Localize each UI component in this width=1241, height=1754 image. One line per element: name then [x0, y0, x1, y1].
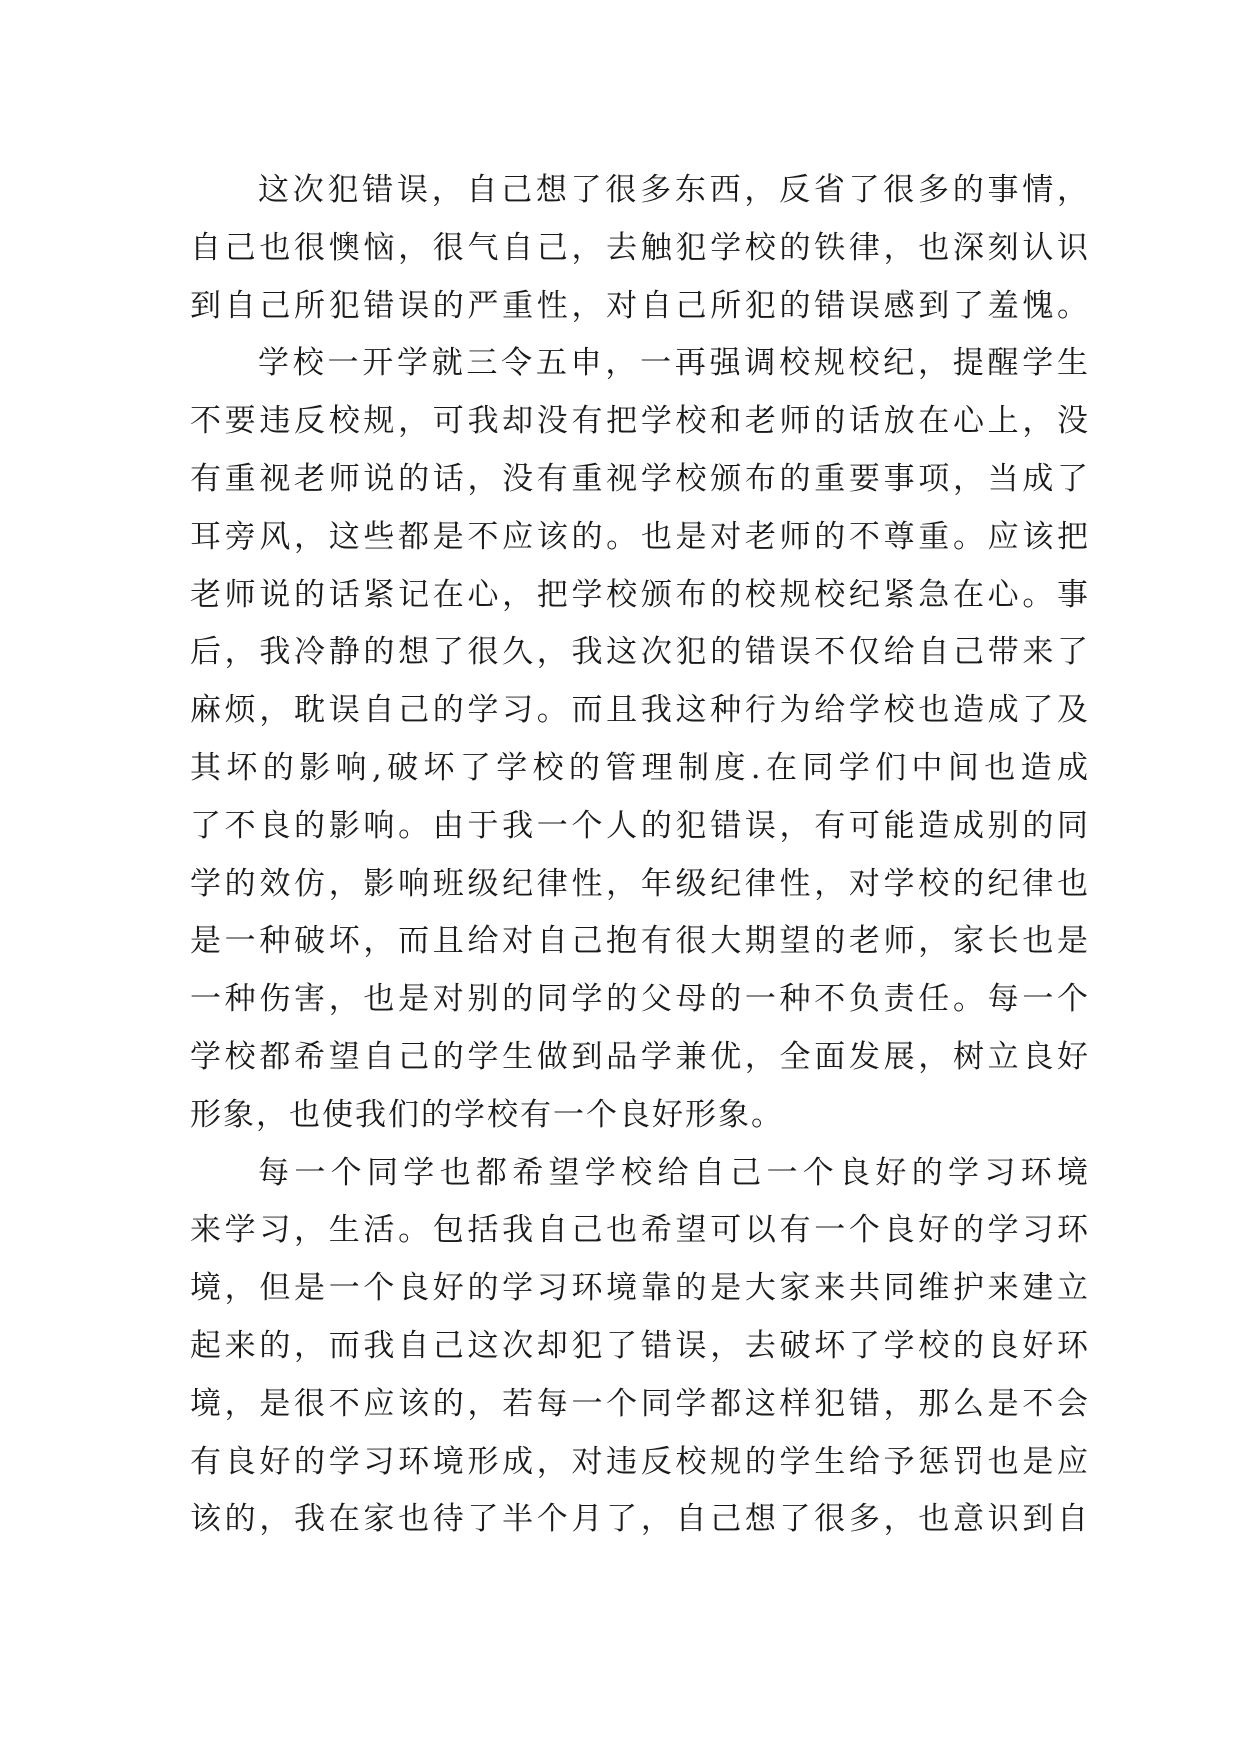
- paragraph-2-line-7: 麻烦，耽误自己的学习。而且我这种行为给学校也造成了及: [190, 692, 1090, 729]
- paragraph-2-line-5: 老师说的话紧记在心，把学校颁布的校规校纪紧急在心。事: [190, 576, 1090, 613]
- paragraph-2-line-14: 形象，也使我们的学校有一个良好形象。: [190, 1096, 784, 1133]
- paragraph-2-line-10: 学的效仿，影响班级纪律性，年级纪律性，对学校的纪律也: [190, 865, 1090, 902]
- paragraph-2-line-12: 一种伤害，也是对别的同学的父母的一种不负责任。每一个: [190, 981, 1090, 1018]
- paragraph-3-line-7: 该的，我在家也待了半个月了，自己想了很多，也意识到自: [190, 1501, 1090, 1538]
- paragraph-2-line-6: 后，我冷静的想了很久，我这次犯的错误不仅给自己带来了: [190, 634, 1090, 671]
- paragraph-2-line-13: 学校都希望自己的学生做到品学兼优，全面发展，树立良好: [190, 1038, 1090, 1075]
- paragraph-2-line-4: 耳旁风，这些都是不应该的。也是对老师的不尊重。应该把: [190, 518, 1090, 555]
- paragraph-2-line-2: 不要违反校规，可我却没有把学校和老师的话放在心上，没: [190, 403, 1090, 440]
- paragraph-1-line-3: 到自己所犯错误的严重性，对自己所犯的错误感到了羞愧。: [190, 287, 1090, 324]
- paragraph-3-line-1: 每一个同学也都希望学校给自己一个良好的学习环境: [258, 1154, 1090, 1191]
- paragraph-1-line-2: 自己也很懊恼，很气自己，去触犯学校的铁律，也深刻认识: [190, 229, 1090, 266]
- paragraph-2-line-11: 是一种破坏，而且给对自己抱有很大期望的老师，家长也是: [190, 923, 1090, 960]
- paragraph-2-line-9: 了不良的影响。由于我一个人的犯错误，有可能造成别的同: [190, 807, 1090, 844]
- paragraph-3-line-4: 起来的，而我自己这次却犯了错误，去破坏了学校的良好环: [190, 1327, 1090, 1364]
- paragraph-3-line-2: 来学习，生活。包括我自己也希望可以有一个良好的学习环: [190, 1212, 1090, 1249]
- paragraph-2-line-8: 其坏的影响,破坏了学校的管理制度.在同学们中间也造成: [190, 749, 1090, 786]
- paragraph-1-line-1: 这次犯错误，自己想了很多东西，反省了很多的事情，: [258, 172, 1090, 208]
- paragraph-2-line-1: 学校一开学就三令五申，一再强调校规校纪，提醒学生: [258, 345, 1090, 382]
- paragraph-3-line-5: 境，是很不应该的，若每一个同学都这样犯错，那么是不会: [190, 1385, 1090, 1422]
- paragraph-2-line-3: 有重视老师说的话，没有重视学校颁布的重要事项，当成了: [190, 460, 1090, 497]
- paragraph-3-line-6: 有良好的学习环境形成，对违反校规的学生给予惩罚也是应: [190, 1443, 1090, 1480]
- paragraph-3-line-3: 境，但是一个良好的学习环境靠的是大家来共同维护来建立: [190, 1270, 1090, 1307]
- body-text: [190, 162, 1090, 1549]
